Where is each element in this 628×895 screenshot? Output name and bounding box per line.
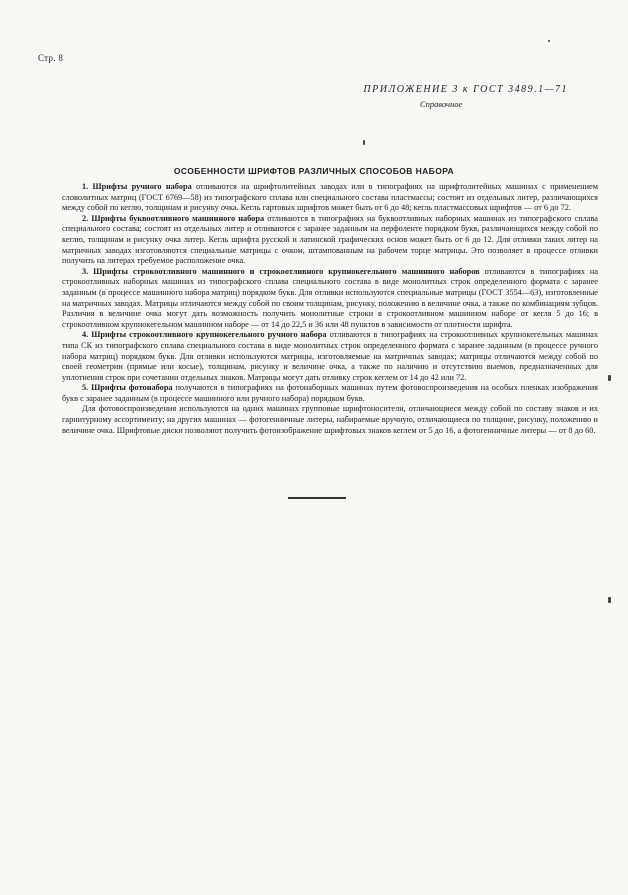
paragraph-text: отливаются на шрифтолитейных заводах или в типографиях на шрифтолитейных машинах с применением словолитных матриц (ГОСТ 6769—58) из типографского сплава или специального состава пластмассы; состоят из отдельных литер, различающихся между собой по кеглю, толщинам и рисунку очка. Кегль гартовых шрифтов может быть от 6 до 48; кегль пластмассовых шрифтов — от 6 до 72.	[62, 182, 598, 213]
body-text	[62, 182, 598, 436]
paragraph-lead: 4. Шрифты строкоотливного крупнокегельного ручного набора	[82, 330, 327, 340]
paragraph-text: Для фотовоспроизведения используются на одних машинах групповые шрифтоносители, отличающиеся между собой по составу знаков и их гарнитурному ассортименту; на других машинах — фотогенничные литеры, набираемые вручную, отличающиеся по толщине, рисунку, положению и величине очка. Шрифтовые диски позволяют получить фотоизображение шрифтовых знаков кеглем от 5 до 16, а фотогенничные литеры — от 8 до 60.	[62, 404, 598, 435]
paragraph-lead: 3. Шрифты строкоотливного машинного и строкоотливного крупнокегельного машинного наборов	[82, 266, 480, 276]
appendix-subtitle: Справочное	[420, 99, 463, 109]
paragraph-lead: 1. Шрифты ручного набора	[82, 182, 192, 191]
paragraph-4	[62, 330, 598, 383]
document-title: ОСОБЕННОСТИ ШРИФТОВ РАЗЛИЧНЫХ СПОСОБОВ НАБОРА	[173, 166, 455, 176]
paragraph-1	[62, 182, 598, 214]
paragraph-lead: 2. Шрифты буквоотливного машинного набора	[82, 213, 265, 223]
paragraph-5	[62, 383, 598, 404]
paragraph-text: отливаются в типографиях на строкоотливных крупнокегельных машинах типа СК из типографского сплава специального состава в виде монолитных строк определенного формата с заранее заданным (в процессе ручного набора матриц) порядком букв. Для отливки используются матрицы, изготовляемые на матричных заводах; матрицы отличаются между собой по своей геометрии (прямые или косые), толщинам, рисунку и величине очка, а также по наличию и отсутствию выемов, предназначенных для уплотнения строк при сочетании отдельных знаков. Матрицы могут дать отливку строк кеглем от 14 до 42 или 72.	[62, 330, 598, 382]
paragraph-text: отливаются в типографиях на строкоотливных наборных машинах из типографского сплава специального состава в виде монолитных строк определенного формата с заранее заданным (в процессе машинного набора матриц) порядком букв. Для отливки используются специальные матрицы (ГОСТ 3554—63), изготовленные на матричных заводах. Матрицы отличаются между собой по своим толщинам, рисунку, положению в величине очка, а также по комбинациям зубцов. Различия в величине очка могут дать возможность получить монолитные строки в строкоотливном машинном наборе от кегля 5 до 16; в строкоотливном крупнокегельном машинном наборе — от 14 до 22,5 и 36 или 48 пунктов в зависимости от плотности шрифта.	[62, 266, 598, 329]
scan-speck	[608, 375, 611, 381]
paragraph-3	[62, 267, 598, 331]
paragraph-6	[62, 404, 598, 436]
paragraph-text: получаются в типографиях на фотонаборных машинах путем фотовоспроизведения на особых пленках изображения букв с заранее заданным (в процессе машинного или ручного набора) порядком букв.	[62, 383, 598, 403]
paragraph-text: отливаются в типографиях на буквоотливных наборных машинах из типографского сплава специального состава; состоят из отдельных литер и отливаются с заранее заданным на перфоленте порядком букв, различающихся между собой по кеглю, толщинам и рисунку очка литер. Кегль шрифта русской и латинской графических основ может быть от 6 до 12. Для отливки таких литер на матричных заводах изготовляются специальные матрицы с очком, штампованным на рабочем торце матрицы. Это позволяет в процессе отливки получить на литерах требуемое расположение очка.	[62, 213, 598, 266]
end-rule	[288, 497, 346, 499]
scan-speck	[363, 140, 365, 145]
paragraph-lead: 5. Шрифты фотонабора	[82, 383, 173, 393]
scan-speck	[548, 40, 550, 42]
scan-speck	[608, 597, 611, 603]
appendix-reference: ПРИЛОЖЕНИЕ 3 к ГОСТ 3489.1—71	[363, 84, 568, 95]
paragraph-2	[62, 214, 598, 267]
page-number: Стр. 8	[38, 53, 64, 63]
